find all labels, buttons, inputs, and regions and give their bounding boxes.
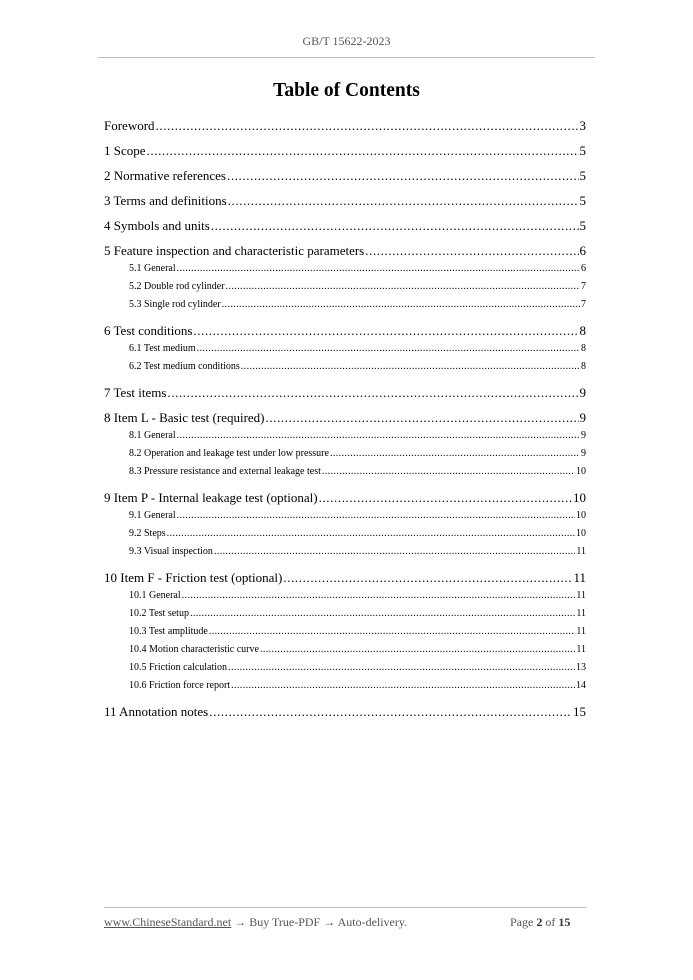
toc-subentry[interactable] [104, 678, 586, 694]
toc-entry-label: 10.5 Friction calculation [129, 662, 228, 673]
toc-entry-label: 7 Test items [104, 385, 167, 400]
toc-entry-label: 10.3 Test amplitude [129, 626, 208, 637]
toc-entry[interactable] [104, 702, 586, 722]
toc-page-number: 8 [579, 323, 586, 338]
toc-dot-leader [226, 279, 580, 295]
toc-entry-label: 10 Item F - Friction test (optional) [104, 570, 283, 585]
toc-entry-label: 6.1 Test medium [129, 343, 196, 354]
toc-entry[interactable] [104, 166, 586, 186]
toc-page-number: 10 [576, 528, 586, 539]
toc-page-number: 8 [581, 361, 586, 372]
page-of-label: of [545, 915, 556, 929]
toc-subentry[interactable] [104, 526, 586, 542]
toc-entry[interactable] [104, 321, 586, 341]
toc-subentry[interactable] [104, 428, 586, 444]
toc-subentry[interactable] [104, 606, 586, 622]
footer-promo [104, 915, 407, 930]
toc-entry-label: 4 Symbols and units [104, 218, 210, 233]
toc-dot-leader [214, 544, 575, 560]
toc-entry-label: 8.2 Operation and leakage test under low pressure [129, 448, 329, 459]
toc-entry[interactable] [104, 241, 586, 261]
toc-dot-leader [322, 464, 575, 480]
toc-dot-leader [241, 359, 580, 375]
toc-dot-leader [177, 428, 580, 444]
toc-dot-leader [182, 588, 576, 604]
toc-page-number: 10 [576, 466, 586, 477]
toc-dot-leader [197, 341, 580, 357]
toc-page-number: 6 [579, 243, 586, 258]
toc-page-number: 7 [581, 281, 586, 292]
toc-page-number: 9 [579, 385, 586, 400]
toc-page-number: 14 [576, 680, 586, 691]
toc-entry-label: 6 Test conditions [104, 323, 193, 338]
toc-subentry[interactable] [104, 660, 586, 676]
toc-page-number: 13 [576, 662, 586, 673]
toc-dot-leader [365, 241, 578, 261]
toc-entry-label: 5 Feature inspection and characteristic parameters [104, 243, 365, 258]
toc-page-number: 15 [573, 704, 586, 719]
toc-entry[interactable] [104, 488, 586, 508]
toc-subentry[interactable] [104, 642, 586, 658]
toc-subentry[interactable] [104, 624, 586, 640]
total-pages-number: 15 [558, 915, 571, 929]
toc-page-number: 5 [579, 218, 586, 233]
toc-subentry[interactable] [104, 261, 586, 277]
toc-subentry[interactable] [104, 446, 586, 462]
promo-text: → Buy True-PDF → Auto-delivery. [231, 915, 408, 929]
toc-page-number: 8 [581, 343, 586, 354]
toc-entry-label: 9.2 Steps [129, 528, 166, 539]
toc-entry-label: 8.3 Pressure resistance and external leakage test [129, 466, 321, 477]
toc-entry-label: 5.1 General [129, 263, 176, 274]
toc-dot-leader [222, 297, 580, 313]
toc-entry-label: 10.6 Friction force report [129, 680, 231, 691]
toc-page-number: 9 [581, 448, 586, 459]
toc-dot-leader [211, 216, 579, 236]
toc-page-number: 11 [573, 570, 586, 585]
toc-dot-leader [177, 261, 580, 277]
toc-dot-leader [156, 116, 579, 136]
toc-dot-leader [167, 526, 575, 542]
toc-entry[interactable] [104, 568, 586, 588]
toc-dot-leader [266, 408, 579, 428]
toc-page-number: 11 [576, 644, 586, 655]
page-indicator [510, 915, 570, 930]
toc-subentry[interactable] [104, 464, 586, 480]
toc-dot-leader [227, 166, 579, 186]
toc-entry[interactable] [104, 408, 586, 428]
toc-page-number: 11 [576, 626, 586, 637]
toc-page-number: 9 [581, 430, 586, 441]
toc-entry-label: 3 Terms and definitions [104, 193, 227, 208]
toc-subentry[interactable] [104, 297, 586, 313]
toc-entry-label: 11 Annotation notes [104, 704, 209, 719]
toc-dot-leader [190, 606, 575, 622]
toc-dot-leader [228, 660, 575, 676]
toc-entry[interactable] [104, 191, 586, 211]
toc-subentry[interactable] [104, 508, 586, 524]
toc-entry-label: 10.4 Motion characteristic curve [129, 644, 259, 655]
toc-page-number: 5 [579, 168, 586, 183]
toc-entry-label: 10.2 Test setup [129, 608, 189, 619]
footer-divider [104, 907, 586, 908]
toc-dot-leader [177, 508, 575, 524]
toc-page-number: 10 [573, 490, 586, 505]
toc-entry-label: 8.1 General [129, 430, 176, 441]
toc-subentry[interactable] [104, 544, 586, 560]
running-header: GB/T 15622-2023 [302, 34, 391, 48]
page-title: Table of Contents [273, 80, 420, 101]
toc-entry-label: 2 Normative references [104, 168, 226, 183]
toc-entry[interactable] [104, 383, 586, 403]
toc-page-number: 11 [576, 608, 586, 619]
toc-page-number: 9 [579, 410, 586, 425]
toc-entry[interactable] [104, 141, 586, 161]
toc-page-number: 5 [579, 193, 586, 208]
toc-dot-leader [228, 191, 579, 211]
toc-dot-leader [231, 678, 575, 694]
toc-entry-label: 5.2 Double rod cylinder [129, 281, 225, 292]
toc-entry[interactable] [104, 216, 586, 236]
toc-entry-label: 9.1 General [129, 510, 176, 521]
toc-entry-label: 9 Item P - Internal leakage test (optional) [104, 490, 318, 505]
toc-page-number: 5 [579, 143, 586, 158]
toc-page-number: 3 [579, 118, 586, 133]
toc-subentry[interactable] [104, 341, 586, 357]
current-page-number: 2 [536, 915, 543, 929]
toc-entry-label: 1 Scope [104, 143, 146, 158]
header-divider [98, 57, 595, 58]
toc-entry-label: 5.3 Single rod cylinder [129, 299, 221, 310]
toc-page-number: 6 [581, 263, 586, 274]
toc-subentry[interactable] [104, 359, 586, 375]
toc-dot-leader [193, 321, 578, 341]
toc-dot-leader [209, 702, 572, 722]
toc-page-number: 11 [576, 546, 586, 557]
toc-page-number: 10 [576, 510, 586, 521]
toc-entry-label: Foreword [104, 118, 155, 133]
toc-entry-label: 6.2 Test medium conditions [129, 361, 240, 372]
toc-entry-label: 9.3 Visual inspection [129, 546, 213, 557]
toc-dot-leader [147, 141, 579, 161]
toc-dot-leader [330, 446, 580, 462]
toc-entry[interactable] [104, 116, 586, 136]
site-link[interactable]: www.ChineseStandard.net [104, 915, 232, 929]
toc-page-number: 11 [576, 590, 586, 601]
toc-dot-leader [260, 642, 575, 658]
toc-entry-label: 10.1 General [129, 590, 181, 601]
toc-dot-leader [209, 624, 576, 640]
page-label: Page [510, 915, 534, 929]
toc-page-number: 7 [581, 299, 586, 310]
toc-dot-leader [319, 488, 572, 508]
toc-subentry[interactable] [104, 279, 586, 295]
toc-entry-label: 8 Item L - Basic test (required) [104, 410, 265, 425]
toc-subentry[interactable] [104, 588, 586, 604]
toc-dot-leader [283, 568, 572, 588]
toc-dot-leader [167, 383, 578, 403]
